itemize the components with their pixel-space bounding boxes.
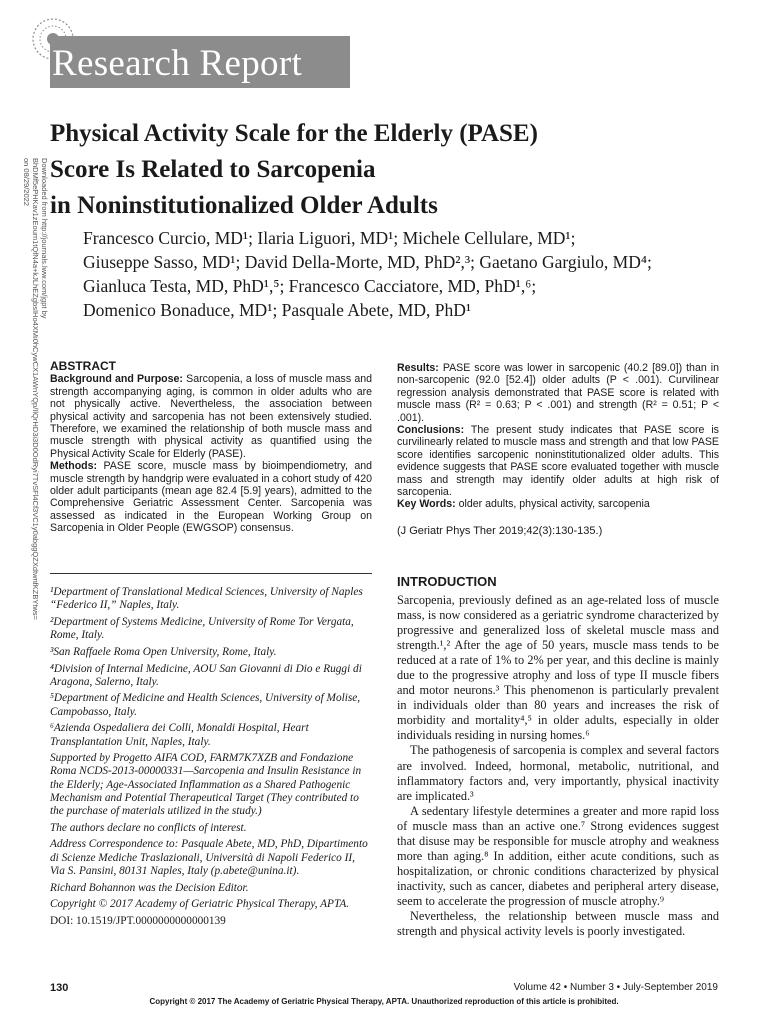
abstract-results: [397, 362, 719, 424]
abstract-methods: [50, 460, 372, 534]
page-number: 130: [50, 982, 69, 994]
title-line: Physical Activity Scale for the Elderly (PASE): [50, 120, 538, 147]
affiliation-note: ³San Raffaele Roma Open University, Rome, Italy.: [50, 645, 277, 658]
correspondence-note: Address Correspondence to: Pasquale Abete, MD, PhD, Dipartimento di Scienze Mediche Traslazionali, Università di Napoli Federico II, Via S. Pansini, 80131 Naples, Italy (p.abete@unina.it).: [50, 838, 368, 877]
issue-info: Volume 42 • Number 3 • July-September 2019: [513, 982, 718, 993]
abstract-background: [50, 373, 372, 460]
abstract-text: PASE score, muscle mass by bioimpendiometry, and muscle strength by handgrip were evaluated in a cohort study of 420 older adult participants (mean age 82.4 [5.9] years), admitted to the Comprehensive Geriatric Assessment Center. Sarcopenia was assessed as indicated in the European Working Group on Sarcopenia in Older People (EWGSOP) consensus.: [50, 460, 373, 535]
author-list: [83, 226, 743, 322]
article-title: [50, 116, 730, 224]
author-line: Giuseppe Sasso, MD¹; David Della-Morte, MD, PhD²,³; Gaetano Gargiulo, MD⁴;: [83, 252, 652, 272]
title-line: in Noninstitutionalized Older Adults: [50, 192, 438, 219]
introduction-section: [397, 574, 719, 939]
abstract-label: Results:: [397, 362, 439, 374]
copyright-note: Copyright © 2017 Academy of Geriatric Physical Therapy, APTA.: [50, 898, 350, 911]
abstract-label: Background and Purpose:: [50, 373, 183, 386]
abstract-label: Key Words:: [397, 498, 456, 511]
author-line: Domenico Bonaduce, MD¹; Pasquale Abete, MD, PhD¹: [83, 300, 472, 320]
abstract-label: Conclusions:: [397, 424, 465, 437]
author-line: Gianluca Testa, MD, PhD¹,⁵; Francesco Cacciatore, MD, PhD¹,⁶;: [83, 276, 537, 296]
funding-note: Supported by Progetto AIFA COD, FARM7K7XZB and Fondazione Roma NCDS-2013-00000331—Sarcopenia and Insulin Resistance in the Elderly; Age-Associated Inflammation as a Shared Pathogenic Mechanism and Potential Therapeutical Target (They contributed to the purchase of materials utilized in the study.): [50, 752, 362, 818]
download-watermark: Downloaded from http://journals.lww.com/jgpt by BhDMf5ePHKav1zEoum1tQfN4a+kJLhEZgbsIHo4XMi0hCywCX1AWnYQp/IlQrHD3i3D0OdRyi7TvSFl4Cf3VC1y0abggQZXdtwnfKZBYtws= on 08/29/2022: [22, 158, 49, 620]
affiliation-note: ⁶Azienda Ospedaliera dei Colli, Monaldi Hospital, Heart Transplantation Unit, Naples, Italy.: [50, 722, 309, 748]
footnotes: [50, 586, 372, 928]
abstract-right: [397, 362, 719, 537]
body-paragraph: Sarcopenia, previously defined as an age-related loss of muscle mass, is now considered as a geriatric syndrome characterized by progressive and generalized loss of skeletal muscle mass and strength.¹,² After the age of 50 years, muscle mass tends to be reduced at a rate of 1% to 2% per year, and this decline is mainly due to the progressive atrophy and loss of type II muscle fibers and motor neurons.³ This phenomenon is particularly prevalent in individuals older than 80 years and increases the risk of morbidity and mortality⁴,⁵ in older adults, especially in older individuals residing in nursing homes.⁶: [397, 593, 719, 743]
body-paragraph: Nevertheless, the relationship between muscle mass and strength and physical activity levels is poorly investigated.: [397, 908, 719, 939]
copyright-footer: Copyright © 2017 The Academy of Geriatric Physical Therapy, APTA. Unauthorized reproduction of this article is prohibited.: [149, 997, 619, 1006]
abstract-keywords: [397, 498, 719, 510]
abstract-text: older adults, physical activity, sarcopenia: [458, 498, 650, 511]
abstract-conclusions: [397, 424, 719, 498]
abstract-text: PASE score was lower in sarcopenic (40.2 [89.0]) than in non-sarcopenic (92.0 [52.4]) older adults (P < .001). Curvilinear regression analysis demonstrated that PASE score is related with muscle mass (R² = 0.63; P < .001) and strength (R² = 0.51; P < .001).: [397, 362, 719, 424]
body-paragraph: The pathogenesis of sarcopenia is complex and several factors are involved. Indeed, hormonal, metabolic, nutritional, and inflammatory factors and, very importantly, physical inactivity are implicated.³: [397, 743, 719, 803]
journal-citation: (J Geriatr Phys Ther 2019;42(3):130-135.): [397, 524, 603, 537]
abstract-heading: ABSTRACT: [50, 359, 116, 373]
affiliation-note: ¹Department of Translational Medical Sciences, University of Naples “Federico II,” Naples, Italy.: [50, 586, 363, 612]
affiliation-note: ²Department of Systems Medicine, University of Rome Tor Vergata, Rome, Italy.: [50, 615, 354, 642]
section-heading: INTRODUCTION: [397, 574, 497, 589]
affiliation-note: ⁴Division of Internal Medicine, AOU San Giovanni di Dio e Ruggi di Aragona, Salerno, Italy.: [50, 662, 362, 688]
abstract-text: Sarcopenia, a loss of muscle mass and strength accompanying aging, is common in older adults who are not physically active. Nevertheless, the association between physical activity and sarcopenia has not been extensively studied. Therefore, we examined the relationship of both muscle mass and muscle strength with physical activity as quantified using the Physical Activity Scale for Elderly (PASE).: [50, 373, 372, 460]
abstract-label: Methods:: [50, 460, 98, 473]
abstract-left: [50, 360, 372, 535]
body-paragraph: A sedentary lifestyle determines a greater and more rapid loss of muscle mass than an active one.⁷ Strong evidences suggest that disuse may be responsible for muscle atrophy and weakness more than aging.⁸ In addition, either acute conditions, such as hospitalization, or chronic conditions characterized by physical inactivity, such as cancer, diabetes and peripheral artery disease, seem to accelerate the progression of muscle atrophy.⁹: [397, 803, 719, 908]
banner-title: Research Report: [52, 43, 303, 84]
title-line: Score Is Related to Sarcopenia: [50, 156, 376, 183]
editor-note: Richard Bohannon was the Decision Editor.: [50, 881, 249, 894]
affiliation-note: ⁵Department of Medicine and Health Sciences, University of Molise, Campobasso, Italy.: [50, 692, 361, 718]
footnote-divider: [50, 573, 372, 574]
author-line: Francesco Curcio, MD¹; Ilaria Liguori, MD¹; Michele Cellulare, MD¹;: [83, 228, 576, 248]
abstract-text: The present study indicates that PASE score is curvilinearly related to muscle mass and strength and that low PASE score identifies sarcopenic noninstitutionalized older adults. This evidence suggests that PASE score evaluated together with muscle mass and strength may identify older adults at high risk of sarcopenia.: [397, 424, 719, 499]
conflict-note: The authors declare no conflicts of interest.: [50, 821, 247, 834]
doi-link[interactable]: DOI: 10.1519/JPT.0000000000000139: [50, 914, 226, 927]
